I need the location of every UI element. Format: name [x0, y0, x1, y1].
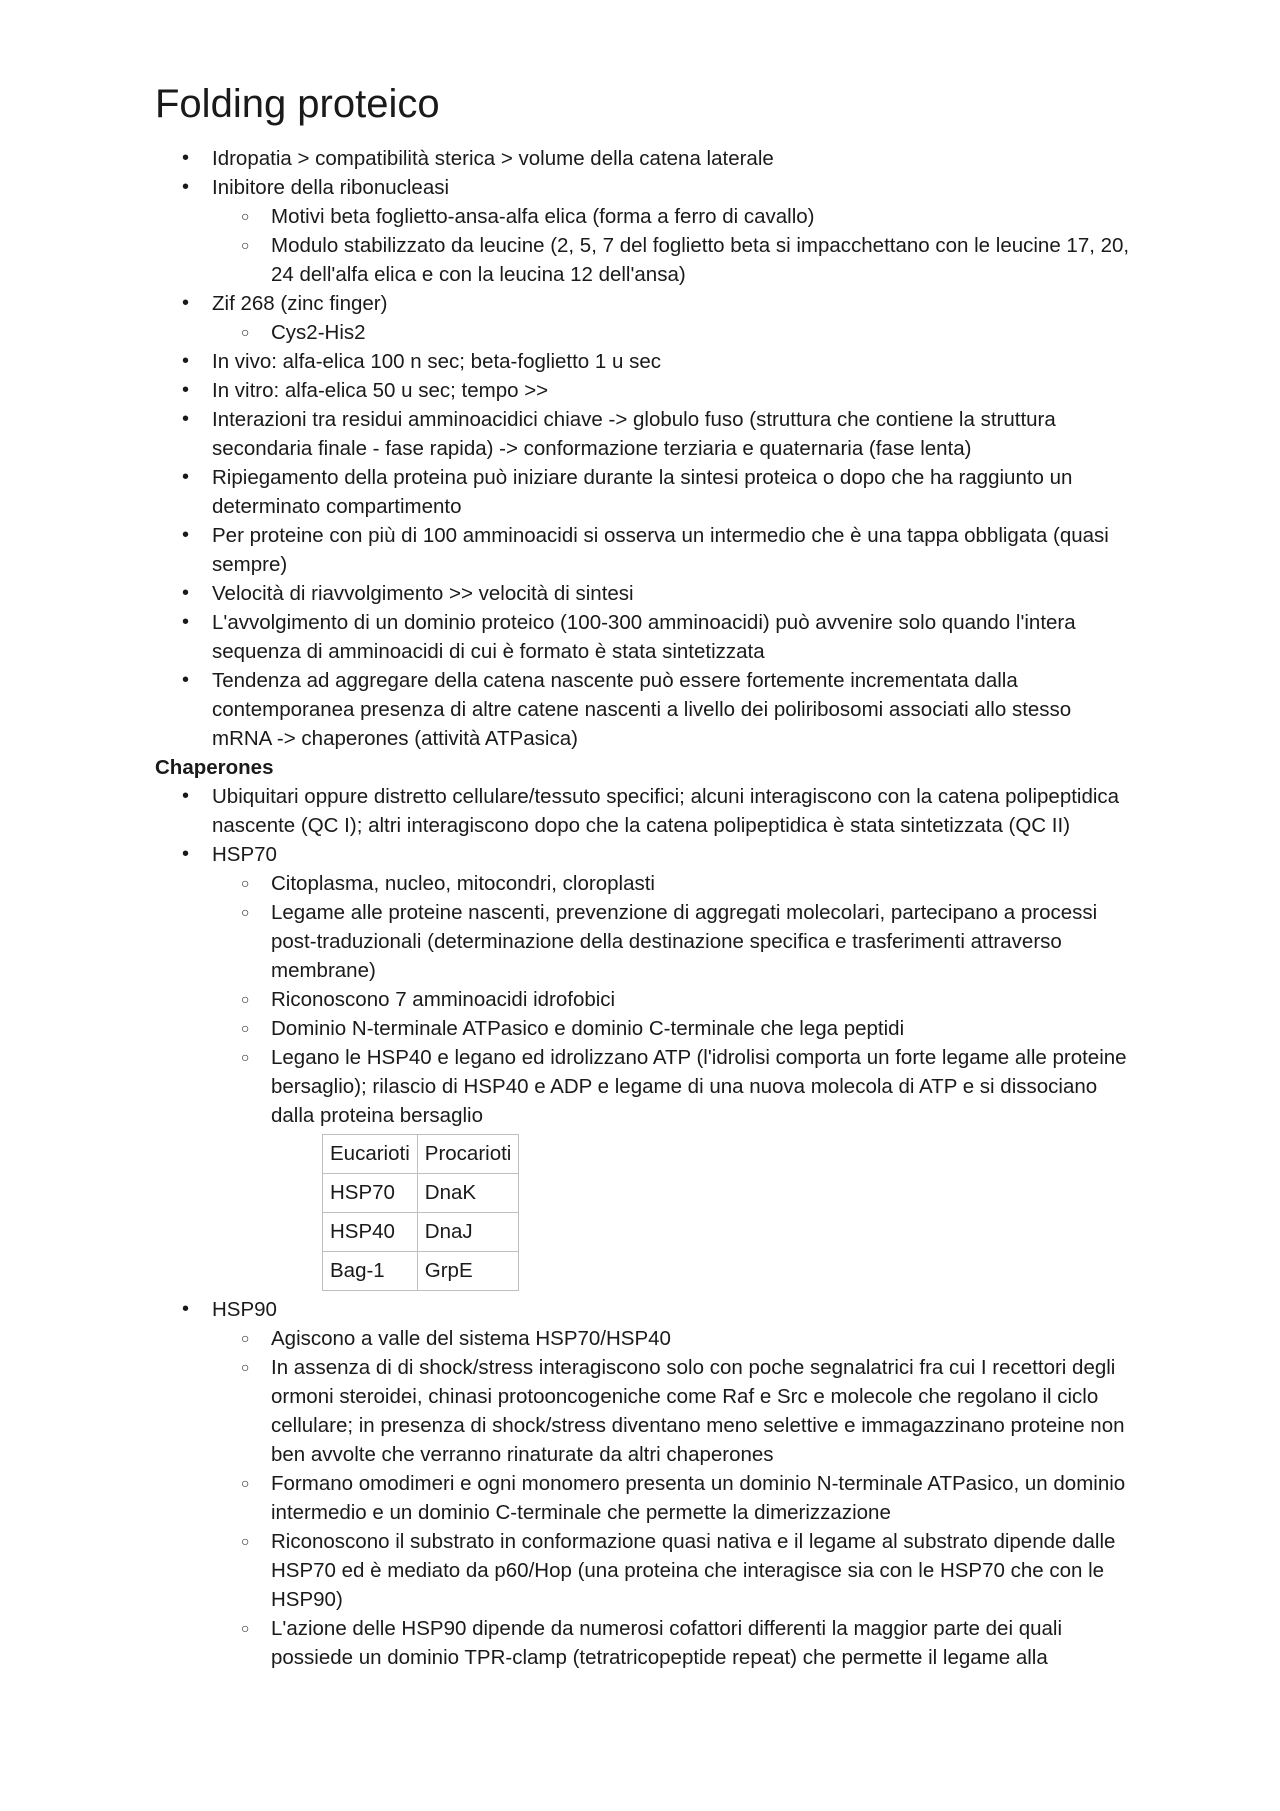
table-cell: HSP70 — [323, 1174, 418, 1213]
bullet-item — [155, 376, 1135, 405]
chaperone-comparison-table — [322, 1134, 519, 1291]
table-row — [323, 1252, 519, 1291]
table-cell: HSP40 — [323, 1213, 418, 1252]
bullet-text: HSP90 — [212, 1298, 277, 1321]
bullet-item — [155, 463, 1135, 521]
bullet-item — [155, 666, 1135, 753]
sub-bullet-list — [212, 202, 1135, 289]
bullet-text: Idropatia > compatibilità sterica > volume della catena laterale — [212, 147, 774, 170]
bullet-text: In vivo: alfa-elica 100 n sec; beta-foglietto 1 u sec — [212, 350, 661, 373]
bullet-text: Ripiegamento della proteina può iniziare durante la sintesi proteica o dopo che ha raggiunto un determinato compartimento — [212, 466, 1073, 518]
sub-bullet-item: ○ Agiscono a valle del sistema HSP70/HSP40 — [212, 1324, 1135, 1353]
sub-bullet-item: ○ Legame alle proteine nascenti, prevenzione di aggregati molecolari, partecipano a processi post-traduzionali (determinazione della destinazione specifica e trasferimenti attraverso membrane) — [212, 898, 1135, 985]
table-cell: GrpE — [417, 1252, 519, 1291]
table-cell: Bag-1 — [323, 1252, 418, 1291]
bullet-text: HSP70 — [212, 843, 277, 866]
table-cell: DnaK — [417, 1174, 519, 1213]
bullet-item — [155, 405, 1135, 463]
sub-bullet-item: ○ Formano omodimeri e ogni monomero presenta un dominio N-terminale ATPasico, un dominio intermedio e un dominio C-terminale che permette la dimerizzazione — [212, 1469, 1135, 1527]
sub-bullet-item: ○ Citoplasma, nucleo, mitocondri, cloroplasti — [212, 869, 1135, 898]
bullet-item — [155, 579, 1135, 608]
sub-bullet-item: ○ In assenza di di shock/stress interagiscono solo con poche segnalatrici fra cui I recettori degli ormoni steroidei, chinasi protooncogeniche come Raf e Src e molecole che regolano il ciclo cellulare; in presenza di shock/stress diventano meno selettive e immagazzinano proteine non ben avvolte che verranno rinaturate da altri chaperones — [212, 1353, 1135, 1469]
bullet-text: L'avvolgimento di un dominio proteico (100-300 amminoacidi) può avvenire solo quando l'intera sequenza di amminoacidi di cui è formato è stata sintetizzata — [212, 611, 1076, 663]
bullet-item — [155, 289, 1135, 347]
bullet-item — [155, 144, 1135, 173]
bullet-item — [155, 347, 1135, 376]
bullet-item — [155, 782, 1135, 840]
page-title: Folding proteico — [155, 82, 440, 126]
sub-bullet-item: ○ Legano le HSP40 e legano ed idrolizzano ATP (l'idrolisi comporta un forte legame alle proteine bersaglio); rilascio di HSP40 e ADP e legame di una nuova molecola di ATP e si dissociano dalla proteina bersaglio — [212, 1043, 1135, 1130]
sub-bullet-item: ○ Cys2-His2 — [212, 318, 1135, 347]
sub-bullet-item: ○ Riconoscono il substrato in conformazione quasi nativa e il legame al substrato dipende dalle HSP70 ed è mediato da p60/Hop (una proteina che interagisce sia con le HSP70 che con le HSP90) — [212, 1527, 1135, 1614]
table-cell: DnaJ — [417, 1213, 519, 1252]
bullet-text: Ubiquitari oppure distretto cellulare/tessuto specifici; alcuni interagiscono con la catena polipeptidica nascente (QC I); altri interagiscono dopo che la catena polipeptidica è stata sintetizzata (QC II) — [212, 785, 1120, 837]
table-header-cell: Procarioti — [417, 1135, 519, 1174]
bullet-text: Inibitore della ribonucleasi — [212, 176, 450, 199]
section-heading-chaperones: Chaperones — [155, 756, 274, 779]
sub-bullet-item: ○ Motivi beta foglietto-ansa-alfa elica (forma a ferro di cavallo) — [212, 202, 1135, 231]
sub-bullet-list — [212, 869, 1135, 1130]
sub-bullet-item: ○ Riconoscono 7 amminoacidi idrofobici — [212, 985, 1135, 1014]
bullet-item — [155, 1295, 1135, 1672]
bullet-text: Per proteine con più di 100 amminoacidi si osserva un intermedio che è una tappa obbligata (quasi sempre) — [212, 524, 1109, 576]
bullet-item — [155, 840, 1135, 1291]
chaperones-bullet-list — [155, 782, 1135, 1672]
sub-bullet-item: ○ Modulo stabilizzato da leucine (2, 5, 7 del foglietto beta si impacchettano con le leucine 17, 20, 24 dell'alfa elica e con la leucina 12 dell'ansa) — [212, 231, 1135, 289]
bullet-text: Zif 268 (zinc finger) — [212, 292, 388, 315]
bullet-item — [155, 173, 1135, 289]
bullet-text: Interazioni tra residui amminoacidici chiave -> globulo fuso (struttura che contiene la struttura secondaria finale - fase rapida) -> conformazione terziaria e quaternaria (fase lenta) — [212, 408, 1056, 460]
sub-bullet-list — [212, 1324, 1135, 1672]
table-row — [323, 1213, 519, 1252]
bullet-item — [155, 521, 1135, 579]
sub-bullet-item: ○ L'azione delle HSP90 dipende da numerosi cofattori differenti la maggior parte dei quali possiede un dominio TPR-clamp (tetratricopeptide repeat) che permette il legame alla — [212, 1614, 1135, 1672]
bullet-text: Tendenza ad aggregare della catena nascente può essere fortemente incrementata dalla contemporanea presenza di altre catene nascenti a livello dei poliribosomi associati allo stesso mRNA -> chaperones (attività ATPasica) — [212, 669, 1072, 750]
bullet-item — [155, 608, 1135, 666]
bullet-text: In vitro: alfa-elica 50 u sec; tempo >> — [212, 379, 549, 402]
table-row — [323, 1135, 519, 1174]
main-bullet-list — [155, 144, 1135, 753]
table-row — [323, 1174, 519, 1213]
document-page — [155, 78, 1135, 1672]
sub-bullet-item: ○ Dominio N-terminale ATPasico e dominio C-terminale che lega peptidi — [212, 1014, 1135, 1043]
bullet-text: Velocità di riavvolgimento >> velocità di sintesi — [212, 582, 634, 605]
sub-bullet-list — [212, 318, 1135, 347]
table-header-cell: Eucarioti — [323, 1135, 418, 1174]
